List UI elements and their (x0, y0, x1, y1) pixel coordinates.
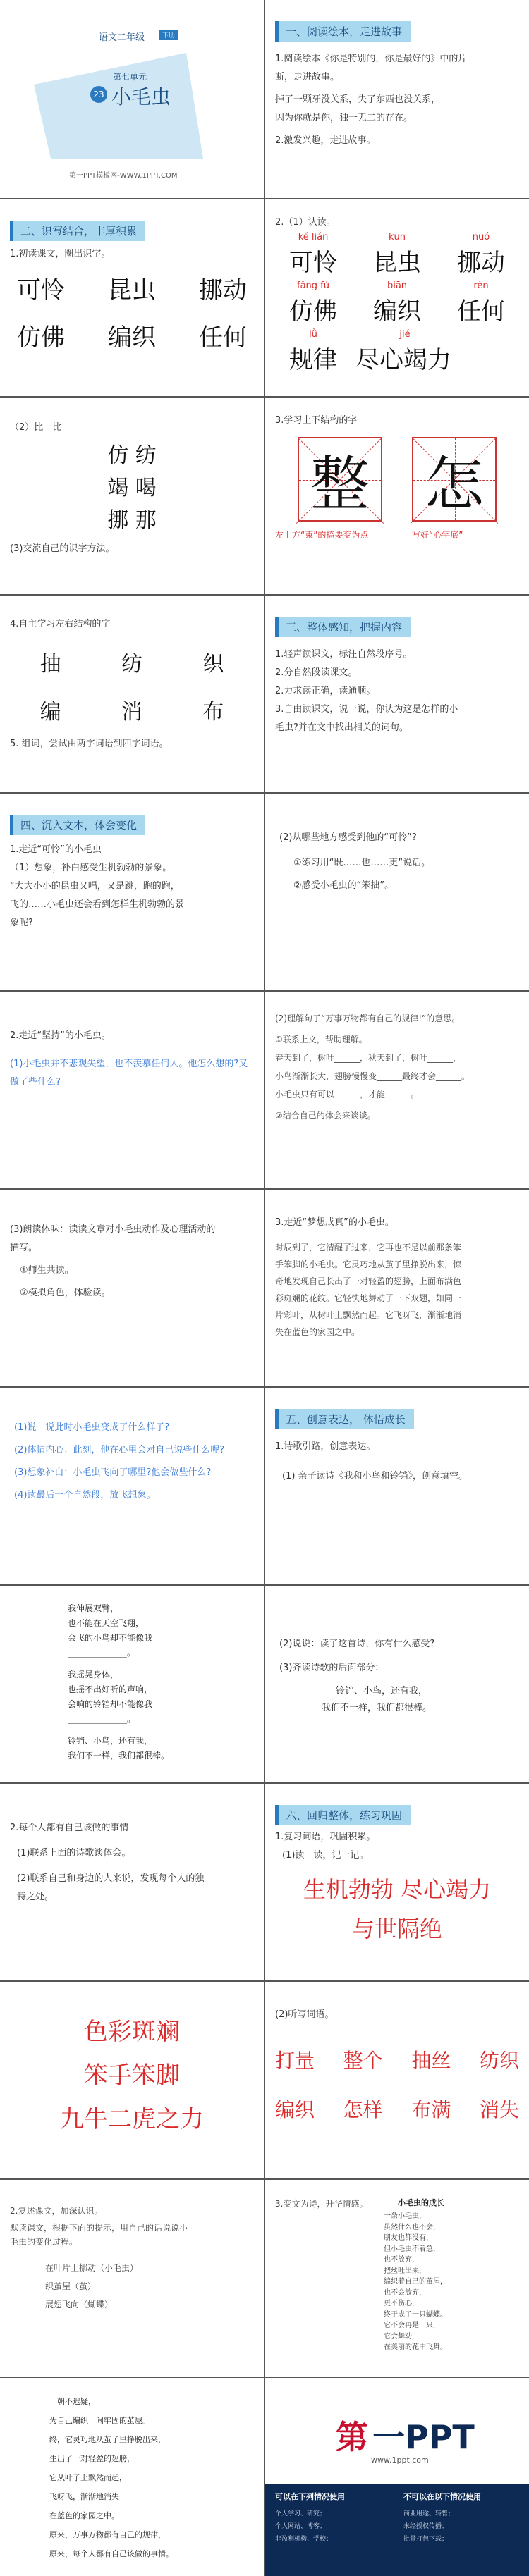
pinyin-row (275, 232, 519, 243)
question: (4)读最后一个自然段，放飞想象。 (14, 1490, 156, 1500)
slide-poem-ending (0, 2378, 264, 2576)
task-line: 3.自由读课文，说一说，你认为这是怎样的小 (275, 704, 458, 715)
subject-label: 语文二年级 (99, 32, 145, 43)
char: 编 (39, 700, 61, 725)
pinyin-row (275, 329, 519, 340)
char-row (10, 646, 254, 677)
char: 纺 (121, 652, 142, 677)
word: 仿佛 (17, 323, 65, 352)
vocab-red: 布满 (411, 2098, 451, 2121)
word: 昆虫 (373, 249, 421, 277)
slide-imagine (0, 1388, 264, 1584)
poem-line: 在蓝色的家园之中。 (49, 2511, 119, 2520)
model-char: 怎 (424, 449, 484, 519)
poem-line: 终，它灵巧地从茧子里挣脱出来， (49, 2435, 166, 2444)
vocab-red: 笨手笨脚 (84, 2062, 180, 2090)
poem-line: 我们不一样，我们都很棒。 (68, 1751, 170, 1761)
vocab-red: 消失 (479, 2098, 519, 2121)
pinyin: lǜ (309, 329, 317, 340)
task-line: ②模拟角色，体验读。 (20, 1288, 111, 1298)
word-row (10, 318, 254, 352)
grade-badge: 下册 (159, 30, 178, 40)
char: 织 (202, 652, 224, 677)
task-line: (3)朗读体味：读读文章对小毛虫动作及心理活动的 (10, 1224, 216, 1235)
brand-logo-text: 一PPT (372, 2418, 475, 2456)
vocab-red: 打量 (275, 2049, 315, 2072)
task-line: 1.轻声读课文，标注自然段序号。 (275, 649, 413, 660)
fill-blank: 春天到了，树叶______，秋天到了，树叶______， (275, 1053, 462, 1063)
vocab-red: 与世隔绝 (351, 1916, 442, 1942)
stage-line: 织茧屋（茧） (45, 2281, 97, 2291)
task-line: (1)读一读，记一记。 (282, 1850, 369, 1861)
vocab-red: 整个 (343, 2049, 383, 2072)
task-line: (2)联系自己和身边的人来说，发现每个人的独 (17, 1873, 205, 1884)
pinyin: jié (399, 329, 411, 340)
word: 可怜 (17, 276, 65, 304)
poem-line: 原来，每个人都有自己该做的事情。 (49, 2549, 174, 2558)
task-line: (3)交流自己的识字方法。 (10, 543, 115, 554)
task-line: 2.（1）认读。 (275, 217, 336, 228)
word: 编织 (108, 323, 156, 352)
slide-literacy (0, 199, 264, 396)
char: 抽 (39, 652, 61, 677)
poem-line: 也不会放弃， (384, 2288, 426, 2297)
poem-line: 铃铛、小鸟，还有我， (68, 1736, 153, 1746)
poem-line: 它从叶子上飘然而起， (49, 2473, 127, 2482)
poem-line: 会响的铃铛却不能像我 (68, 1699, 153, 1709)
pinyin: nuó (472, 232, 490, 242)
slide-reading-intro (265, 0, 529, 198)
question: (1)说一说此时小毛虫变成了什么样子? (14, 1422, 170, 1433)
poem-line: 生出了一对轻盈的翅膀， (49, 2454, 135, 2463)
usage-item: 个人网站、博客； (275, 2523, 327, 2530)
usage-allowed-title: 可以在下列情况使用 (275, 2492, 345, 2501)
passage-line: 失在蓝色的家园之中。 (275, 1327, 360, 1337)
task-line: (2)理解句子“万事万物都有自己的规律!”的意思。 (275, 1013, 461, 1023)
passage-line: 片彩叶，从树叶上飘然而起。它飞呀飞，渐渐地消 (275, 1310, 462, 1320)
poem-line: 也不能在天空飞翔， (68, 1618, 145, 1628)
word: 昆虫 (108, 276, 156, 304)
poem-line: 铃铛、小鸟，还有我， (336, 1686, 428, 1696)
usage-forbidden-title: 不可以在以下情况使用 (403, 2492, 481, 2501)
slide-text-to-poem (265, 2180, 529, 2377)
quote-line: “大大小小的昆虫又唱，又是跳，跑的跑， (10, 881, 180, 892)
poem-title: 小毛虫的成长 (398, 2198, 444, 2207)
poem-line: 一朝不迟疑， (49, 2397, 96, 2406)
task-line: 2.走近“坚持”的小毛虫。 (10, 1030, 111, 1041)
task-line: ②感受小毛虫的“笨拙”。 (293, 880, 394, 891)
task-line: 默读课文，根据下面的提示，用自己的话说说小 (10, 2223, 188, 2233)
passage-line: 彩斑斓的花纹。它轻快地舞动了一下双翅，如同一 (275, 1293, 462, 1303)
pinyin: kě lián (298, 232, 329, 242)
usage-item: 未经授权传播； (403, 2523, 449, 2530)
section-header: 一、阅读绘本，走进故事 (275, 21, 411, 42)
word: 编织 (373, 297, 421, 326)
pinyin: fǎng fú (297, 281, 329, 291)
poem-line: 它会舞动， (384, 2332, 419, 2341)
usage-footer (265, 2484, 529, 2576)
poem-block (384, 2211, 447, 2353)
poem-line: 虽然什么也不会， (384, 2223, 440, 2231)
poem-line: 我摇晃身体， (68, 1670, 119, 1680)
poem-line: 也不放弃， (384, 2256, 419, 2264)
poem-line: 我伸展双臂， (68, 1603, 119, 1613)
word-row (275, 292, 519, 326)
fill-blank: 小毛虫只有可以______，才能______。 (275, 1090, 420, 1099)
quote-line: 象呢? (10, 918, 33, 928)
char: 布 (202, 700, 224, 725)
vocab-row (275, 2045, 519, 2073)
vocab-row (275, 2095, 519, 2123)
cover-slide (0, 0, 264, 198)
poem-line: 原来，万事万物都有自己的规律， (49, 2530, 166, 2539)
intro-line: 2.激发兴趣，走进故事。 (275, 135, 376, 146)
slide-poem-discuss (265, 1586, 529, 1782)
word-row (275, 340, 519, 375)
slide-structure-chars (265, 398, 529, 594)
word: 仿佛 (289, 297, 337, 326)
char-pair: 仿 纺 (107, 443, 157, 468)
task-line: (1) 亲子读诗《我和小鸟和铃铛》，创意填空。 (282, 1471, 468, 1481)
task-line: （2）比一比 (10, 422, 62, 433)
pinyin: biān (387, 281, 408, 291)
slide-text-immersion (0, 794, 264, 990)
slide-read-aloud (0, 1190, 264, 1386)
slide-poem (0, 1586, 264, 1782)
word-row (10, 271, 254, 305)
poem-line: 会飞的小鸟却不能像我 (68, 1633, 153, 1643)
vocab-red: 编织 (275, 2098, 315, 2121)
word: 尽心竭力 (355, 346, 451, 374)
task-line: 2.复述课文，加深认识。 (10, 2206, 103, 2216)
brand-logo-mark: 第 (336, 2418, 368, 2456)
word: 任何 (199, 323, 247, 352)
poem-line: 朋友也都没有， (384, 2234, 433, 2242)
slide-retell (0, 2180, 264, 2377)
task-line: (2)说说：读了这首诗，你有什么感受? (279, 1639, 435, 1649)
task-line: 毛虫?并在文中找出相关的词句。 (275, 722, 408, 733)
stage-line: 展翅飞向（蝴蝶） (45, 2300, 114, 2310)
word-row (275, 243, 519, 278)
word: 挪动 (457, 249, 505, 277)
task-line: (1)联系上面的诗歌谈体会。 (17, 1848, 131, 1859)
task-line: 4.自主学习左右结构的字 (10, 619, 111, 629)
poem-line: 飞呀飞，渐渐地消失 (49, 2492, 119, 2501)
vocab-red: 九牛二虎之力 (60, 2105, 204, 2133)
quote-line: 飞的……小毛虫还会看到怎样生机勃勃的景 (10, 899, 185, 910)
task-line: (3)齐读诗歌的后面部分： (279, 1663, 384, 1673)
task-line: （1）想象，补白感受生机勃勃的景象。 (10, 863, 172, 873)
char-pair: 竭 喝 (107, 476, 157, 500)
task-line: 2.力求读正确，读通顺。 (275, 686, 376, 696)
slide-each-unique (0, 1784, 264, 1980)
brand-url[interactable]: www.1ppt.com (371, 2455, 429, 2465)
usage-item: 批量打包下载； (403, 2536, 449, 2543)
vocab-red: 生机勃勃 尽心竭力 (303, 1876, 492, 1903)
model-char: 整 (310, 449, 370, 519)
task-line: ①练习用“既……也……更”说话。 (293, 858, 431, 868)
poem-line: 编织着自己的茧屋， (384, 2278, 447, 2286)
slide-overview (265, 596, 529, 792)
section-header: 六、回归整体，练习巩固 (275, 1805, 411, 1825)
usage-forbidden-list (403, 2508, 454, 2546)
slide-idioms (0, 1982, 264, 2178)
vocab-red: 抽丝 (411, 2049, 451, 2072)
writing-tip: 左上方“束”的捺要变为点 (275, 530, 369, 540)
word: 任何 (457, 297, 505, 326)
poem-line: 一条小毛虫， (384, 2212, 426, 2220)
task-line: ①师生共读。 (20, 1265, 74, 1276)
quote-line: 掉了一颗牙没关系，失了东西也没关系， (275, 94, 441, 105)
pinyin: kūn (388, 232, 406, 242)
task-line: (2)听写词语。 (275, 2009, 334, 2020)
slide-pinyin (265, 199, 529, 396)
slide-dictation (265, 1982, 529, 2178)
char-pair: 挪 那 (107, 508, 157, 533)
word: 可怜 (289, 249, 337, 277)
task-line: 描写。 (10, 1243, 38, 1253)
poem-blank: ______________。 (68, 1714, 136, 1724)
vocab-red: 色彩斑斓 (84, 2018, 180, 2046)
slide-review (265, 1784, 529, 1980)
vocab-red: 怎样 (343, 2098, 383, 2121)
poem-line: 为自己编织一间牢固的茧屋。 (49, 2416, 150, 2425)
question: (1)小毛虫并不悲观失望，也不羡慕任何人。他怎么想的?又做了些什么? (10, 1059, 248, 1087)
question: (3)想象补白：小毛虫飞向了哪里?他会做些什么? (14, 1467, 212, 1478)
poem-line: 也摇不出好听的声响， (68, 1684, 153, 1694)
poem-line: 它不会再是一只， (384, 2322, 440, 2329)
task-line: 2.分自然段读课文。 (275, 667, 358, 678)
pinyin-row (275, 281, 519, 292)
stage-line: 在叶片上挪动（小毛虫） (45, 2263, 139, 2273)
slide-left-right-chars (0, 596, 264, 792)
poem-blank: ______________。 (68, 1648, 136, 1658)
intro-line: 1.阅读绘本《你是特别的，你是最好的》中的片 (275, 54, 468, 64)
task-line: 3.走近“梦想成真”的小毛虫。 (275, 1217, 394, 1228)
slide-dream-come-true (265, 1190, 529, 1386)
tian-grid (412, 437, 497, 522)
slide-creative (265, 1388, 529, 1584)
slide-compare (0, 398, 264, 594)
poem-line: 把丝吐出来， (384, 2267, 426, 2275)
task-line: 1.复习词语，巩固积累。 (275, 1832, 376, 1842)
passage-line: 时辰到了，它清醒了过来，它再也不是以前那条笨 (275, 1243, 462, 1252)
unit-label: 第七单元 (113, 72, 147, 82)
poem-line: 我们不一样，我们都很棒。 (322, 1703, 432, 1713)
task-line: ①联系上文，帮助理解。 (275, 1035, 367, 1044)
writing-tip: 写好“心字底” (412, 530, 463, 540)
section-header: 二、识写结合，丰厚积累 (10, 221, 145, 241)
word: 规律 (289, 346, 337, 374)
task-line: 2.每个人都有自己该做的事情 (10, 1823, 129, 1833)
brand-area (265, 2378, 529, 2484)
question: (2)体情内心：此刻，他在心里会对自己说些什么呢? (14, 1445, 225, 1455)
poem-line: 更不伤心， (384, 2300, 419, 2307)
intro-line: 断，走进故事。 (275, 72, 340, 82)
slide-pitiful (265, 794, 529, 990)
poem-line: 但小毛虫不着急， (384, 2245, 440, 2253)
section-header: 四、沉入文本，体会变化 (10, 815, 145, 835)
task-line: 1.初读课文，圈出识字。 (10, 249, 111, 259)
slide-persistent (0, 992, 264, 1188)
fill-blank: 小鸟渐渐长大，翅膀慢慢变______最终才会______。 (275, 1071, 470, 1081)
task-line: (2)从哪些地方感受到他的“可怜”? (279, 832, 417, 843)
section-header: 五、创意表达， 体悟成长 (275, 1409, 414, 1429)
char-row (10, 694, 254, 725)
section-header: 三、整体感知，把握内容 (275, 617, 411, 637)
passage-line: 奇地发现自己长出了一对轻盈的翅膀，上面布满色 (275, 1276, 462, 1286)
usage-item: 商业用途、转售； (403, 2510, 455, 2518)
task-line: 3.学习上下结构的字 (275, 415, 358, 426)
char: 消 (121, 700, 142, 725)
lesson-number: 23 (90, 86, 107, 103)
vocab-red: 纺织 (479, 2049, 519, 2072)
usage-allowed-list (275, 2508, 332, 2546)
passage-line: 手笨脚的小毛虫。它灵巧地从茧子里挣脱出来，惊 (275, 1259, 462, 1269)
task-line: 1.诗歌引路，创意表达。 (275, 1441, 376, 1452)
quote-line: 因为你就是你，独一无二的存在。 (275, 113, 413, 123)
usage-item: 非盈利机构、学校； (275, 2536, 333, 2543)
task-line: 1.走近“可怜”的小毛虫 (10, 844, 102, 855)
tian-grid (298, 437, 382, 522)
slide-rule-of-nature (265, 992, 529, 1188)
poem-line: 在美丽的花中飞舞。 (384, 2343, 447, 2351)
task-line: 特之处。 (17, 1892, 54, 1902)
pinyin: rèn (473, 281, 489, 291)
task-line: 3.变文为诗，升华情感。 (275, 2199, 368, 2209)
task-line: 毛虫的变化过程。 (10, 2237, 78, 2247)
task-line: ②结合自己的体会来谈谈。 (275, 1111, 376, 1121)
poem-line: 终于成了一只蝴蝶。 (384, 2310, 447, 2319)
word: 挪动 (199, 276, 247, 304)
usage-item: 个人学习、研究； (275, 2510, 327, 2518)
lesson-title: 小毛虫 (111, 85, 171, 109)
task-line: 5. 组词，尝试由两字词语到四字词语。 (10, 739, 169, 749)
cover-footer: 第一PPT模板网-WWW.1PPT.COM (69, 172, 178, 180)
slide-brand (265, 2378, 529, 2576)
